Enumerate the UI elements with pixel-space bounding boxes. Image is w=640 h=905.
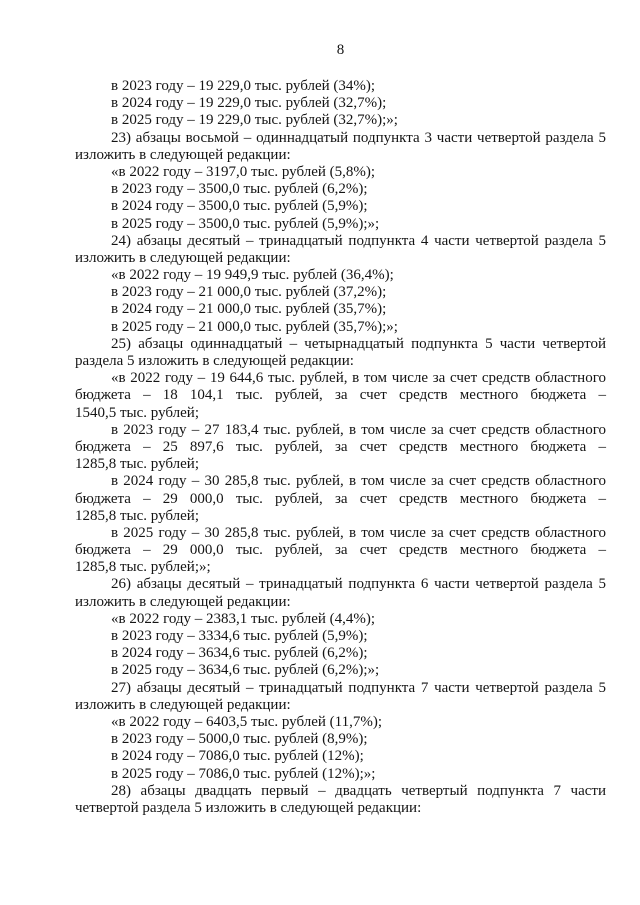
text-line: бюджета – 25 897,6 тыс. рублей, за счет средств местного бюджета – <box>75 438 606 455</box>
paragraph <box>75 164 606 181</box>
paragraph <box>75 336 606 370</box>
text-line: бюджета – 18 104,1 тыс. рублей, за счет средств местного бюджета – <box>75 387 606 404</box>
paragraph <box>75 748 606 765</box>
text-line: в 2023 году – 19 229,0 тыс. рублей (34%); <box>111 78 376 94</box>
paragraph <box>75 198 606 215</box>
text-line: «в 2022 году – 3197,0 тыс. рублей (5,8%); <box>111 163 376 180</box>
paragraph <box>75 216 606 233</box>
paragraph <box>75 78 606 95</box>
text-line: четвертой раздела 5 изложить в следующей редакции: <box>75 799 422 816</box>
text-line: 28) абзацы двадцать первый – двадцать четвертый подпункта 7 части <box>111 782 606 799</box>
text-line: 23) абзацы восьмой – одиннадцатый подпункта 3 части четвертой раздела 5 <box>111 129 606 146</box>
text-line: бюджета – 29 000,0 тыс. рублей, за счет средств местного бюджета – <box>75 542 606 559</box>
text-line: в 2025 году – 19 229,0 тыс. рублей (32,7%);»; <box>111 112 398 129</box>
paragraph <box>75 181 606 198</box>
text-line: «в 2022 году – 6403,5 тыс. рублей (11,7%); <box>111 713 382 730</box>
text-line: в 2023 году – 5000,0 тыс. рублей (8,9%); <box>111 731 368 748</box>
paragraph <box>75 783 606 817</box>
paragraph <box>75 130 606 164</box>
paragraph <box>75 525 606 577</box>
text-line: 1285,8 тыс. рублей; <box>75 456 199 473</box>
paragraph <box>75 284 606 301</box>
text-line: «в 2022 году – 19 949,9 тыс. рублей (36,4%); <box>111 267 394 284</box>
text-line: 1285,8 тыс. рублей;»; <box>75 559 211 576</box>
paragraph <box>75 370 606 422</box>
paragraph <box>75 766 606 783</box>
text-line: изложить в следующей редакции: <box>75 696 291 713</box>
text-line: изложить в следующей редакции: <box>75 146 291 163</box>
paragraph <box>75 645 606 662</box>
paragraph <box>75 319 606 336</box>
text-line: в 2024 году – 3500,0 тыс. рублей (5,9%); <box>111 198 368 215</box>
text-line: в 2023 году – 3334,6 тыс. рублей (5,9%); <box>111 628 368 644</box>
text-line: в 2023 году – 27 183,4 тыс. рублей, в том числе за счет средств областного <box>111 421 606 438</box>
text-line: 26) абзацы десятый – тринадцатый подпункта 6 части четвертой раздела 5 <box>111 576 606 593</box>
paragraph <box>75 662 606 679</box>
paragraph <box>75 95 606 112</box>
text-line: в 2023 году – 21 000,0 тыс. рублей (37,2%); <box>111 284 387 301</box>
text-line: в 2024 году – 19 229,0 тыс. рублей (32,7%); <box>111 95 387 112</box>
text-line: в 2023 году – 3500,0 тыс. рублей (6,2%); <box>111 181 368 198</box>
text-line: в 2025 году – 3500,0 тыс. рублей (5,9%);»; <box>111 215 380 232</box>
paragraph <box>75 233 606 267</box>
paragraph <box>75 422 606 474</box>
text-line: изложить в следующей редакции: <box>75 593 291 610</box>
text-line: изложить в следующей редакции: <box>75 249 291 266</box>
paragraph <box>75 301 606 318</box>
text-line: 25) абзацы одиннадцатый – четырнадцатый подпункта 5 части четвертой <box>111 335 606 352</box>
text-line: в 2025 году – 7086,0 тыс. рублей (12%);»; <box>111 765 376 782</box>
text-line: в 2024 году – 3634,6 тыс. рублей (6,2%); <box>111 645 368 662</box>
paragraph <box>75 576 606 610</box>
text-line: в 2024 году – 21 000,0 тыс. рублей (35,7%); <box>111 301 387 318</box>
text-line: 1540,5 тыс. рублей; <box>75 404 199 421</box>
text-line: в 2025 году – 30 285,8 тыс. рублей, в том числе за счет средств областного <box>111 524 606 541</box>
paragraph <box>75 731 606 748</box>
text-line: раздела 5 изложить в следующей редакции: <box>75 353 354 369</box>
document-body <box>75 78 606 817</box>
paragraph <box>75 611 606 628</box>
text-line: в 2024 году – 30 285,8 тыс. рублей, в том числе за счет средств областного <box>111 473 606 490</box>
paragraph <box>75 267 606 284</box>
text-line: бюджета – 29 000,0 тыс. рублей, за счет средств местного бюджета – <box>75 490 606 507</box>
text-line: 24) абзацы десятый – тринадцатый подпункта 4 части четвертой раздела 5 <box>111 232 606 249</box>
paragraph <box>75 680 606 714</box>
paragraph <box>75 628 606 645</box>
paragraph <box>75 714 606 731</box>
paragraph <box>75 112 606 129</box>
paragraph <box>75 473 606 525</box>
text-line: в 2025 году – 21 000,0 тыс. рублей (35,7%);»; <box>111 318 398 335</box>
text-line: 1285,8 тыс. рублей; <box>75 507 199 524</box>
text-line: в 2025 году – 3634,6 тыс. рублей (6,2%);»; <box>111 662 380 679</box>
text-line: «в 2022 году – 2383,1 тыс. рублей (4,4%); <box>111 610 376 627</box>
text-line: в 2024 году – 7086,0 тыс. рублей (12%); <box>111 748 364 765</box>
text-line: 27) абзацы десятый – тринадцатый подпункта 7 части четвертой раздела 5 <box>111 679 606 696</box>
page-number: 8 <box>336 42 345 58</box>
text-line: «в 2022 году – 19 644,6 тыс. рублей, в том числе за счет средств областного <box>111 370 606 387</box>
